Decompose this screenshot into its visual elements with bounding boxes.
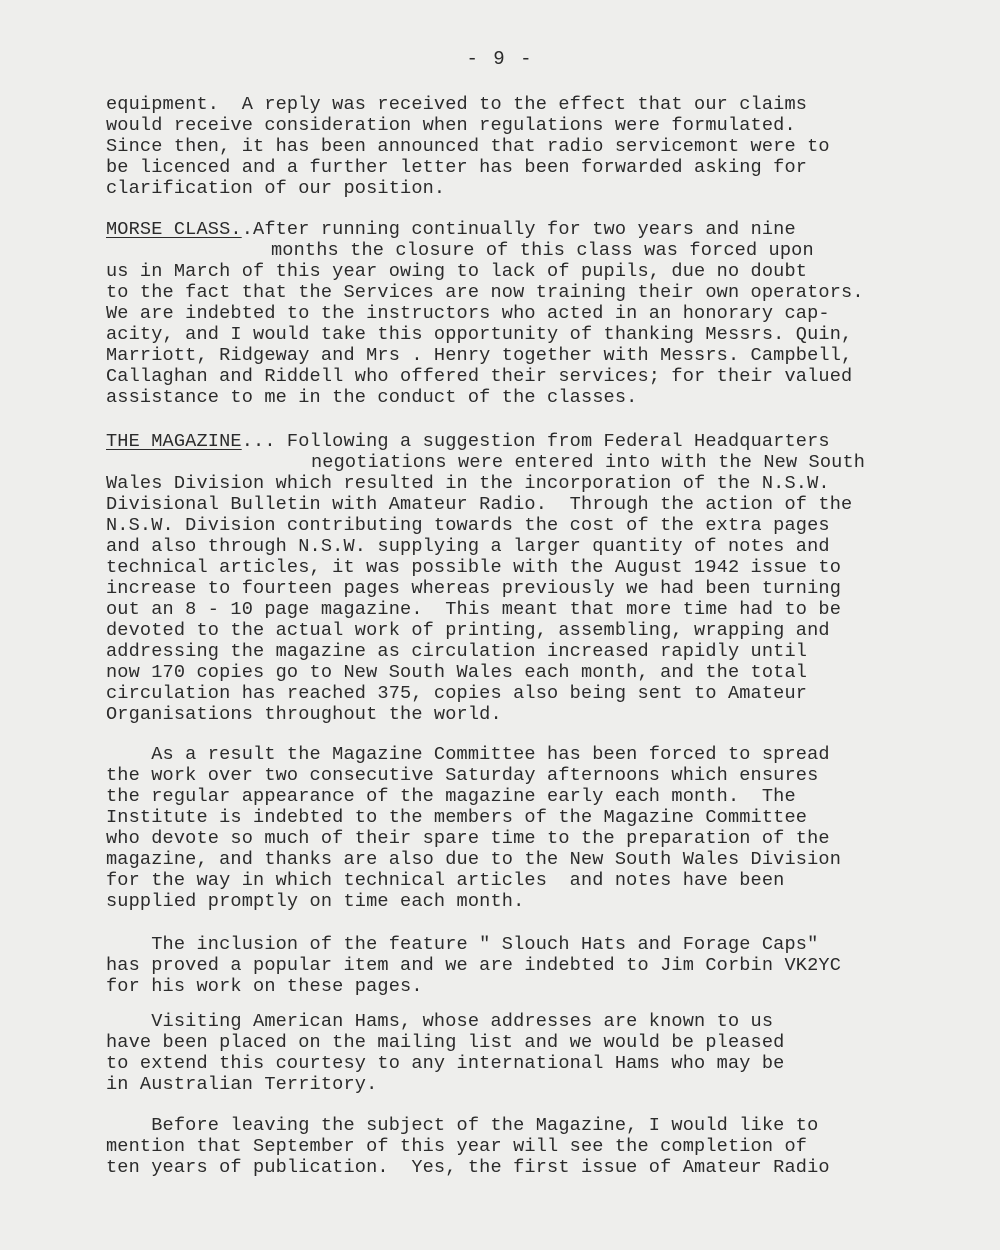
section-first-line <box>106 431 865 452</box>
text-line: ten years of publication. Yes, the first issue of Amateur Radio <box>106 1157 830 1178</box>
text-line: technical articles, it was possible with the August 1942 issue to <box>106 557 842 578</box>
text-line: supplied promptly on time each month. <box>106 891 525 912</box>
text-line: magazine, and thanks are also due to the New South Wales Division <box>106 849 842 870</box>
text-line: Marriott, Ridgeway and Mrs . Henry together with Messrs. Campbell, <box>106 345 853 366</box>
section-heading: MORSE CLASS. <box>106 219 242 240</box>
paragraph-american-hams <box>106 1011 784 1095</box>
section-first-line <box>106 219 864 240</box>
text-line: has proved a popular item and we are indebted to Jim Corbin VK2YC <box>106 955 842 976</box>
text-line: negotiations were entered into with the New South <box>311 452 866 473</box>
section-heading: THE MAGAZINE <box>106 431 242 452</box>
text-line: Callaghan and Riddell who offered their services; for their valued <box>106 366 853 387</box>
text-line: devoted to the actual work of printing, assembling, wrapping and <box>106 620 830 641</box>
text-line: the regular appearance of the magazine early each month. The <box>106 786 796 807</box>
text-line: for his work on these pages. <box>106 976 423 997</box>
text-line: mention that September of this year will see the completion of <box>106 1136 808 1157</box>
text-line: The inclusion of the feature " Slouch Hats and Forage Caps" <box>106 934 819 955</box>
text-line: be licenced and a further letter has been forwarded asking for <box>106 157 808 178</box>
text-line: Wales Division which resulted in the incorporation of the N.S.W. <box>106 473 830 494</box>
text-line: circulation has reached 375, copies also being sent to Amateur <box>106 683 808 704</box>
text-line: the work over two consecutive Saturday afternoons which ensures <box>106 765 819 786</box>
text-line: N.S.W. Division contributing towards the cost of the extra pages <box>106 515 830 536</box>
text-line: Since then, it has been announced that radio servicemont were to <box>106 136 830 157</box>
text-line: Institute is indebted to the members of the Magazine Committee <box>106 807 808 828</box>
text-line: now 170 copies go to New South Wales each month, and the total <box>106 662 808 683</box>
text-line: Organisations throughout the world. <box>106 704 502 725</box>
page-number: - 9 - <box>466 48 534 70</box>
paragraph-magazine-committee <box>106 744 841 912</box>
text-line: As a result the Magazine Committee has been forced to spread <box>106 744 830 765</box>
paragraph-ten-years <box>106 1115 830 1178</box>
text-line: assistance to me in the conduct of the classes. <box>106 387 638 408</box>
text-line: addressing the magazine as circulation increased rapidly until <box>106 641 808 662</box>
text-line: would receive consideration when regulations were formulated. <box>106 115 796 136</box>
text-line: months the closure of this class was forced upon <box>271 240 814 261</box>
text-line: to extend this courtesy to any international Hams who may be <box>106 1053 785 1074</box>
text-line: in Australian Territory. <box>106 1074 378 1095</box>
text-line: who devote so much of their spare time to the preparation of the <box>106 828 830 849</box>
text-line: acity, and I would take this opportunity of thanking Messrs. Quin, <box>106 324 853 345</box>
text-line: to the fact that the Services are now training their own operators. <box>106 282 864 303</box>
section-morse-class <box>106 219 864 408</box>
text-line: clarification of our position. <box>106 178 446 199</box>
text-line: Visiting American Hams, whose addresses are known to us <box>106 1011 774 1032</box>
text-line: equipment. A reply was received to the effect that our claims <box>106 94 808 115</box>
text-line: We are indebted to the instructors who acted in an honorary cap- <box>106 303 830 324</box>
paragraph-slouch-hats <box>106 934 841 997</box>
text-line: us in March of this year owing to lack of pupils, due no doubt <box>106 261 808 282</box>
text-line: increase to fourteen pages whereas previously we had been turning <box>106 578 842 599</box>
text-fragment: ... Following a suggestion from Federal Headquarters <box>241 431 830 452</box>
text-line: Divisional Bulletin with Amateur Radio. Through the action of the <box>106 494 853 515</box>
paragraph-equipment <box>106 94 830 199</box>
text-line: for the way in which technical articles and notes have been <box>106 870 785 891</box>
section-the-magazine <box>106 431 865 725</box>
text-line: have been placed on the mailing list and we would be pleased <box>106 1032 785 1053</box>
text-fragment: .After running continually for two years and nine <box>241 219 796 240</box>
text-line: Before leaving the subject of the Magazine, I would like to <box>106 1115 819 1136</box>
text-line: out an 8 - 10 page magazine. This meant that more time had to be <box>106 599 842 620</box>
text-line: and also through N.S.W. supplying a larger quantity of notes and <box>106 536 830 557</box>
